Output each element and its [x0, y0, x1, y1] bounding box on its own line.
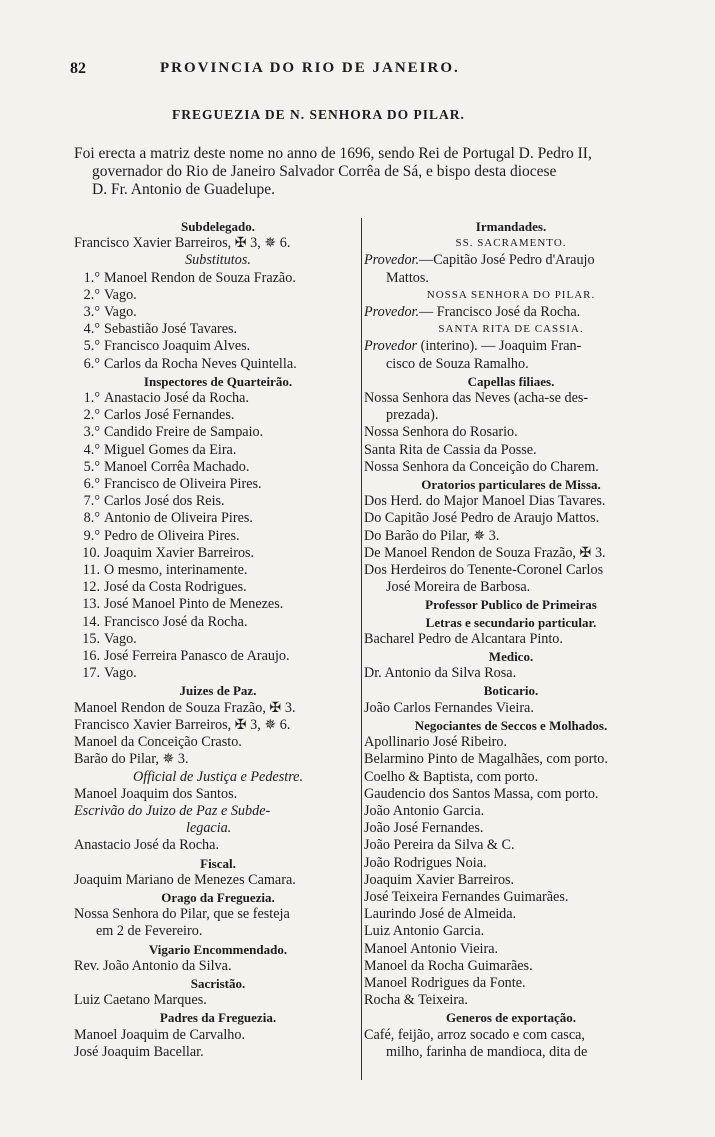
list-item-number: 13.	[82, 596, 100, 613]
list-item-name: O mesmo, interinamente.	[104, 562, 248, 579]
list-item: Manoel Joaquim de Carvalho.	[74, 1026, 245, 1043]
list-item: Anastacio José da Rocha.	[74, 837, 219, 854]
list-item	[74, 321, 362, 338]
list-item: Manoel da Rocha Guimarães.	[364, 957, 533, 974]
list-item-name: Francisco José da Rocha.	[104, 613, 248, 630]
list-item: Rev. João Antonio da Silva.	[74, 957, 232, 974]
list-item	[74, 528, 362, 545]
list-item-text: — Francisco José da Rocha.	[419, 304, 581, 321]
section-heading: Substitutos.	[185, 252, 251, 269]
list-item	[74, 390, 362, 407]
juizes-list	[74, 700, 362, 769]
list-item-name: Antonio de Oliveira Pires.	[104, 510, 253, 527]
list-item: Barão do Pilar, ✵ 3.	[74, 751, 189, 768]
list-item-name: José Manoel Pinto de Menezes.	[104, 596, 284, 613]
list-item-number: 14.	[82, 613, 100, 630]
list-item	[74, 493, 362, 510]
negociantes-list	[364, 734, 658, 1009]
oratorios-list	[364, 493, 658, 596]
list-item: João Rodrigues Noia.	[364, 854, 487, 871]
section-heading: Vigario Encommendado.	[148, 941, 288, 957]
list-item-name: Candido Freire de Sampaio.	[104, 424, 264, 441]
list-item	[74, 459, 362, 476]
list-item: milho, farinha de mandioca, dita de	[386, 1043, 588, 1060]
section-heading: Inspectores de Quarteirão.	[143, 373, 293, 389]
list-item: Café, feijão, arroz socado e com casca,	[364, 1026, 585, 1043]
list-item-number: 8.°	[83, 510, 100, 527]
list-item-number: 6.°	[83, 476, 100, 493]
list-item: Joaquim Mariano de Menezes Camara.	[74, 871, 296, 888]
list-item-name: Vago.	[104, 304, 137, 321]
list-item	[74, 287, 362, 304]
list-item	[74, 665, 362, 682]
list-item-number: 3.°	[83, 424, 100, 441]
list-item	[74, 304, 362, 321]
list-item	[74, 270, 362, 287]
list-item: Manoel Joaquim dos Santos.	[74, 785, 238, 802]
list-item	[364, 304, 658, 321]
list-item-name: Carlos José Fernandes.	[104, 407, 235, 424]
list-item: Luiz Antonio Garcia.	[364, 923, 485, 940]
list-item-number: 15.	[82, 630, 100, 647]
list-item	[74, 510, 362, 527]
list-item-name: Manoel Rendon de Souza Frazão.	[104, 269, 296, 286]
list-item-name: Sebastião José Tavares.	[104, 321, 238, 338]
substitutos-list	[74, 270, 362, 373]
section-heading: Subdelegado.	[180, 219, 256, 234]
list-item: Francisco Xavier Barreiros, ✠ 3, ✵ 6.	[74, 716, 291, 733]
list-item-name: Carlos da Rocha Neves Quintella.	[104, 355, 297, 372]
list-item: José Moreira de Barbosa.	[386, 579, 531, 596]
section-heading: Medico.	[488, 649, 534, 665]
list-item-number: 11.	[82, 562, 100, 579]
list-item	[74, 614, 362, 631]
list-item-name: José Ferreira Panasco de Araujo.	[104, 648, 290, 665]
list-item: Dos Herdeiros do Tenente-Coronel Carlos	[364, 562, 604, 579]
intro-line: Foi erecta a matriz deste nome no anno de 1696, sendo Rei de Portugal D. Pedro II,	[74, 145, 592, 162]
list-item-name: Pedro de Oliveira Pires.	[104, 527, 240, 544]
list-item-number: 4.°	[83, 441, 100, 458]
list-item	[74, 545, 362, 562]
list-item	[74, 407, 362, 424]
list-item-number: 2.°	[83, 407, 100, 424]
section-heading: Negociantes de Seccos e Molhados.	[414, 717, 608, 733]
list-item: Joaquim Xavier Barreiros.	[364, 871, 515, 888]
section-heading: Professor Publico de Primeiras	[425, 597, 597, 613]
list-item: Bacharel Pedro de Alcantara Pinto.	[364, 630, 563, 647]
list-item	[364, 338, 658, 355]
list-item: em 2 de Fevereiro.	[96, 923, 203, 940]
list-item-number: 16.	[82, 648, 100, 665]
section-heading: Fiscal.	[200, 855, 236, 871]
list-item: Gaudencio dos Santos Massa, com porto.	[364, 785, 599, 802]
list-item: Nossa Senhora do Rosario.	[364, 424, 518, 441]
list-item-number: 7.°	[83, 493, 100, 510]
list-item: Mattos.	[386, 269, 429, 286]
list-item: João Antonio Garcia.	[364, 802, 485, 819]
section-heading: Generos de exportação.	[445, 1010, 577, 1026]
list-item: Manoel Rendon de Souza Frazão, ✠ 3.	[74, 699, 296, 716]
sub-heading: SS. SACRAMENTO.	[455, 237, 567, 250]
list-item	[74, 631, 362, 648]
list-item: Francisco Xavier Barreiros, ✠ 3, ✵ 6.	[74, 235, 291, 252]
section-heading: Official de Justiça e Pedestre.	[132, 768, 304, 785]
list-item-name: Joaquim Xavier Barreiros.	[104, 544, 255, 561]
intro-paragraph	[74, 145, 654, 199]
list-item	[74, 338, 362, 355]
capellas-list	[364, 390, 658, 476]
list-item: Do Barão do Pilar, ✵ 3.	[364, 527, 500, 544]
list-item	[74, 356, 362, 373]
list-item: Laurindo José de Almeida.	[364, 906, 517, 923]
list-item	[74, 596, 362, 613]
list-item	[74, 476, 362, 493]
left-column	[74, 218, 362, 1061]
running-head: PROVINCIA DO RIO DE JANEIRO.	[160, 60, 460, 76]
list-item: Apollinario José Ribeiro.	[364, 734, 508, 751]
section-heading: Capellas filiaes.	[467, 373, 555, 389]
list-item-name: Carlos José dos Reis.	[104, 493, 225, 510]
list-item: José Joaquim Bacellar.	[74, 1043, 204, 1060]
list-item-number: 17.	[82, 665, 100, 682]
list-item: Manoel Rodrigues da Fonte.	[364, 974, 526, 991]
list-item: Luiz Caetano Marques.	[74, 992, 207, 1009]
list-item: José Teixeira Fernandes Guimarães.	[364, 888, 569, 905]
role-label: Provedor.	[364, 304, 420, 321]
list-item	[74, 579, 362, 596]
list-item: Belarmino Pinto de Magalhães, com porto.	[364, 751, 608, 768]
section-heading: Oratorios particulares de Missa.	[421, 477, 601, 493]
list-item-text: (interino). — Joaquim Fran-	[417, 338, 582, 355]
intro-line: D. Fr. Antonio de Guadelupe.	[92, 181, 275, 198]
list-item: João Pereira da Silva & C.	[364, 837, 515, 854]
section-heading: Boticario.	[483, 683, 539, 699]
list-item-number: 10.	[82, 544, 100, 561]
list-item-number: 6.°	[83, 355, 100, 372]
page-number: 82	[70, 60, 86, 77]
section-heading: Sacristão.	[190, 975, 246, 991]
list-item-number: 4.°	[83, 321, 100, 338]
list-item	[74, 562, 362, 579]
section-heading: Irmandades.	[475, 219, 547, 234]
section-heading: Escrivão do Juizo de Paz e Subde-	[74, 802, 271, 819]
list-item-number: 12.	[82, 579, 100, 596]
list-item-number: 5.°	[83, 458, 100, 475]
list-item-name: Manoel Corrêa Machado.	[104, 458, 250, 475]
list-item-text: —Capitão José Pedro d'Araujo	[419, 252, 595, 269]
list-item-name: Anastacio José da Rocha.	[104, 390, 249, 407]
list-item: Santa Rita de Cassia da Posse.	[364, 441, 537, 458]
list-item: Nossa Senhora do Pilar, que se festeja	[74, 906, 290, 923]
list-item: Rocha & Teixeira.	[364, 992, 468, 1009]
list-item-name: Francisco de Oliveira Pires.	[104, 476, 262, 493]
list-item-number: 3.°	[83, 304, 100, 321]
section-heading: Orago da Freguezia.	[161, 889, 275, 905]
section-heading: Padres da Freguezia.	[159, 1010, 277, 1026]
role-label: Provedor.	[364, 252, 420, 269]
role-label: Provedor	[364, 338, 418, 355]
list-item: João José Fernandes.	[364, 820, 484, 837]
right-column	[364, 218, 658, 1061]
list-item: Manoel Antonio Vieira.	[364, 940, 499, 957]
list-item-number: 9.°	[83, 527, 100, 544]
section-heading: Juizes de Paz.	[179, 683, 257, 699]
list-item: Coelho & Baptista, com porto.	[364, 768, 539, 785]
sub-heading: NOSSA SENHORA DO PILAR.	[426, 288, 596, 301]
list-item-name: José da Costa Rodrigues.	[104, 579, 247, 596]
list-item: cisco de Souza Ramalho.	[386, 355, 529, 372]
section-heading: legacia.	[186, 820, 232, 837]
list-item-number: 1.°	[83, 390, 100, 407]
list-item: prezada).	[386, 407, 439, 424]
sub-heading: SANTA RITA DE CASSIA.	[438, 323, 584, 336]
list-item-number: 1.°	[83, 269, 100, 286]
section-heading: Letras e secundario particular.	[425, 614, 597, 630]
list-item: João Carlos Fernandes Vieira.	[364, 699, 534, 716]
list-item: Nossa Senhora da Conceição do Charem.	[364, 458, 599, 475]
list-item: Do Capitão José Pedro de Araujo Mattos.	[364, 510, 600, 527]
intro-line: governador do Rio de Janeiro Salvador Corrêa de Sá, e bispo desta diocese	[92, 163, 557, 180]
list-item: De Manoel Rendon de Souza Frazão, ✠ 3.	[364, 544, 606, 561]
list-item	[74, 442, 362, 459]
list-item: Manoel da Conceição Crasto.	[74, 734, 242, 751]
list-item: Dr. Antonio da Silva Rosa.	[364, 665, 517, 682]
inspectores-list	[74, 390, 362, 682]
list-item	[364, 252, 658, 269]
parish-title: FREGUEZIA DE N. SENHORA DO PILAR.	[172, 107, 465, 122]
list-item	[74, 648, 362, 665]
list-item-number: 5.°	[83, 338, 100, 355]
list-item-name: Vago.	[104, 630, 137, 647]
list-item-name: Vago.	[104, 665, 137, 682]
list-item	[74, 424, 362, 441]
list-item-name: Miguel Gomes da Eira.	[104, 441, 237, 458]
list-item-number: 2.°	[83, 286, 100, 303]
list-item: Dos Herd. do Major Manoel Dias Tavares.	[364, 493, 606, 510]
list-item: Nossa Senhora das Neves (acha-se des-	[364, 390, 589, 407]
list-item-name: Francisco Joaquim Alves.	[104, 338, 251, 355]
list-item-name: Vago.	[104, 286, 137, 303]
